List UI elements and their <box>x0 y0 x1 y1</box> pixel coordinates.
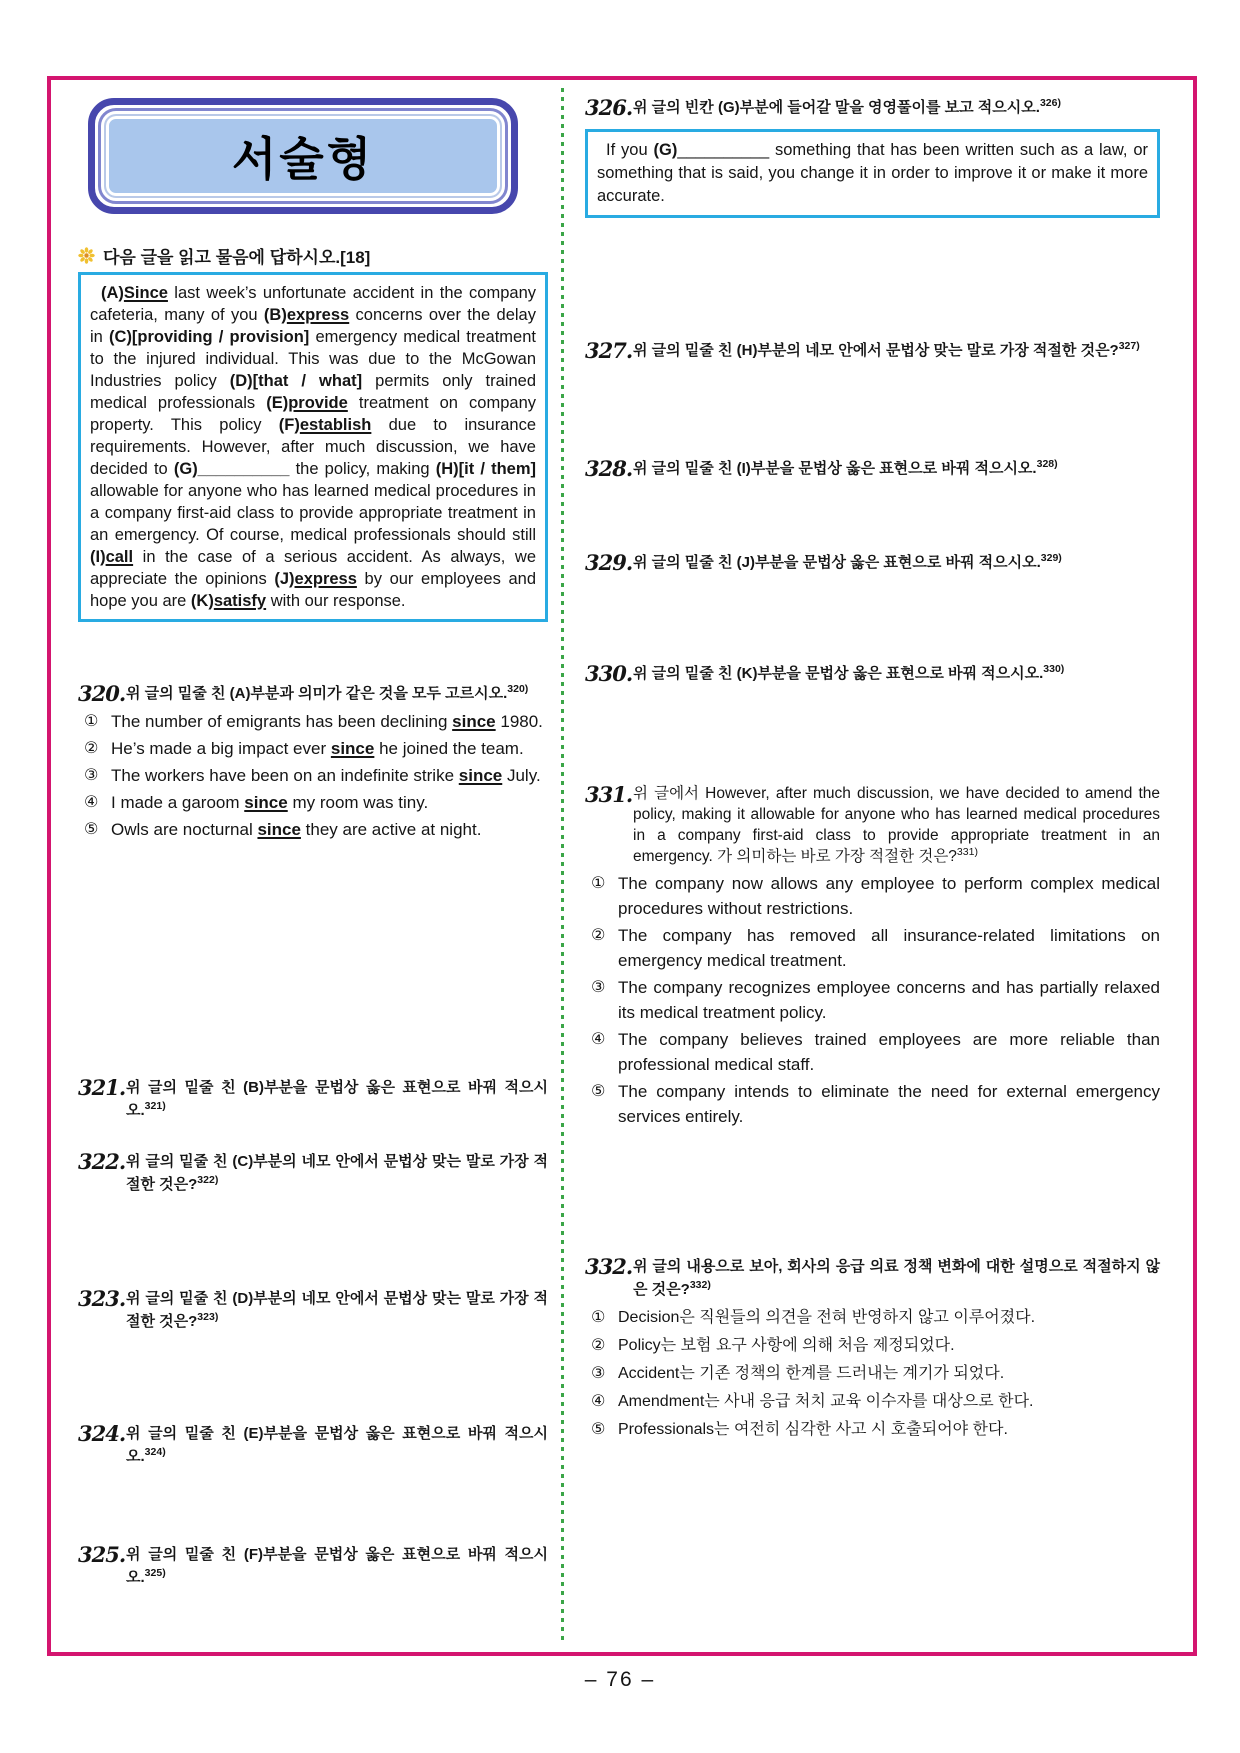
option-text <box>618 1361 1160 1387</box>
option-text <box>618 1027 1160 1077</box>
option-segment: Amendment는 사내 응급 처치 교육 이수자를 대상으로 한다. <box>618 1393 1034 1410</box>
passage-segment: express <box>294 570 357 588</box>
option-segment: since <box>257 820 301 839</box>
question-332-option-2 <box>591 1333 1160 1359</box>
question-text <box>126 1076 548 1122</box>
question-text-segment: 325) <box>144 1567 166 1579</box>
option-segment: The number of emigrants has been declining <box>111 712 453 731</box>
question-324-head <box>78 1422 548 1468</box>
passage-segment: (I) <box>90 548 106 566</box>
passage-segment: (J) <box>274 570 295 588</box>
question-320-head <box>78 682 548 705</box>
question-332-head <box>585 1255 1160 1301</box>
section-title: 서술형 <box>231 133 375 185</box>
passage-segment: emergency medical treatment to the injured individual. This was due to the McGowan Industries policy <box>90 328 536 390</box>
question-329 <box>585 551 1160 574</box>
question-text <box>126 1543 548 1589</box>
question-328 <box>585 457 1160 480</box>
option-text <box>618 1417 1160 1443</box>
question-number: 324. <box>78 1421 126 1446</box>
passage-segment: (B) <box>263 306 287 324</box>
question-text-segment: 위 글의 내용으로 보아, 회사의 응급 의료 정책 변화에 대한 설명으로 적절하지 않은 것은? <box>633 1258 1160 1298</box>
option-segment: Decision은 직원들의 의견을 전혀 반영하지 않고 이루어졌다. <box>618 1309 1036 1326</box>
option-segment: 1980. <box>495 712 543 731</box>
instruction-text: 다음 글을 읽고 물음에 답하시오.[18] <box>103 248 371 267</box>
left-column <box>78 0 548 1680</box>
question-number: 322. <box>78 1149 126 1174</box>
question-number: 327. <box>585 338 633 363</box>
question-text-segment: 321) <box>144 1100 166 1112</box>
option-text <box>618 923 1160 973</box>
question-text-segment: 328) <box>1036 458 1058 470</box>
option-text <box>618 975 1160 1025</box>
option-marker: ② <box>591 1337 606 1354</box>
question-331-option-1 <box>591 871 1160 921</box>
question-number: 326. <box>585 95 633 120</box>
option-segment: The company believes trained employees are more reliable than professional medical staff. <box>618 1030 1160 1074</box>
question-text-segment: 위 글에서 However, after much discussion, we have decided to amend the policy, making it allowable for anyone who has learned medical procedures in a company first-aid class to provide appropriate treatment in an emergency. 가 의미하는 바로 가장 적절한 것은? <box>633 785 1160 865</box>
option-segment: they are active at night. <box>300 820 482 839</box>
option-segment: July. <box>502 766 541 785</box>
question-text-segment: 327) <box>1118 340 1140 352</box>
passage-segment: satisfy <box>213 592 267 610</box>
option-segment: The company intends to eliminate the need for external emergency services entirely. <box>618 1082 1160 1126</box>
option-segment: Accident는 기존 정책의 한계를 드러내는 계기가 되었다. <box>618 1365 1005 1382</box>
question-text-segment: 위 글의 밑줄 친 (B)부분을 문법상 옳은 표현으로 바꿔 적으시오. <box>126 1079 548 1119</box>
option-segment: The company recognizes employee concerns and has partially relaxed its medical treatment policy. <box>618 978 1160 1022</box>
passage-segment: in the case of a serious accident. As always, we appreciate the opinions <box>90 548 536 588</box>
option-marker: ⑤ <box>591 1421 606 1438</box>
option-segment: since <box>452 712 496 731</box>
option-text <box>111 736 548 761</box>
question-320-option-4 <box>84 790 548 815</box>
question-331-option-2 <box>591 923 1160 973</box>
column-divider <box>561 88 564 1644</box>
question-326 <box>585 96 1160 218</box>
question-text-segment: 323) <box>197 1311 219 1323</box>
option-marker: ② <box>84 740 99 757</box>
question-331-option-3 <box>591 975 1160 1025</box>
question-text-segment: 위 글의 밑줄 친 (I)부분을 문법상 옳은 표현으로 바꿔 적으시오. <box>633 460 1037 477</box>
question-text-segment: 위 글의 밑줄 친 (K)부분을 문법상 옳은 표현으로 바꿔 적으시오. <box>633 665 1044 682</box>
definition-box <box>585 129 1160 218</box>
option-segment: The company now allows any employee to perform complex medical procedures without restrictions. <box>618 874 1160 918</box>
passage-segment: (A) <box>101 284 124 302</box>
question-number: 332. <box>585 1254 633 1279</box>
option-segment: since <box>330 739 375 758</box>
question-text <box>633 551 1160 574</box>
question-text <box>633 339 1160 362</box>
question-332-option-4 <box>591 1389 1160 1415</box>
question-text-segment: 위 글의 밑줄 친 (C)부분의 네모 안에서 문법상 맞는 말로 가장 적절한 것은? <box>126 1153 548 1193</box>
definition-segment: (G) <box>653 141 678 159</box>
option-segment: The company has removed all insurance-related limitations on emergency medical treatment. <box>618 926 1160 970</box>
question-332-option-5 <box>591 1417 1160 1443</box>
question-number: 328. <box>585 456 633 481</box>
option-text <box>618 1333 1160 1359</box>
question-323-head <box>78 1287 548 1333</box>
passage-segment: treatment on company property. This policy <box>90 394 536 434</box>
question-text-segment: 위 글의 밑줄 친 (H)부분의 네모 안에서 문법상 맞는 말로 가장 적절한 것은? <box>633 342 1119 359</box>
passage-segment: (G)__________ <box>173 460 290 478</box>
question-330 <box>585 662 1160 685</box>
question-320-options <box>78 709 548 842</box>
question-text-segment: 위 글의 빈칸 (G)부분에 들어갈 말을 영영풀이를 보고 적으시오. <box>633 99 1040 116</box>
page-number: – 76 – <box>584 1668 656 1691</box>
question-text <box>126 1422 548 1468</box>
passage-segment: permits only trained medical professionals <box>90 372 536 412</box>
question-text-segment: 위 글의 밑줄 친 (J)부분을 문법상 옳은 표현으로 바꿔 적으시오. <box>633 554 1041 571</box>
option-text <box>618 871 1160 921</box>
passage-segment: establish <box>299 416 372 434</box>
passage-segment: call <box>105 548 134 566</box>
right-column <box>585 0 1160 1680</box>
question-text <box>633 457 1160 480</box>
question-321 <box>78 1076 548 1122</box>
question-331-options <box>585 871 1160 1129</box>
question-number: 325. <box>78 1542 126 1567</box>
question-332-option-1 <box>591 1305 1160 1331</box>
option-text <box>618 1389 1160 1415</box>
option-marker: ③ <box>591 979 606 996</box>
option-text <box>111 709 548 734</box>
question-320-option-5 <box>84 817 548 842</box>
question-text-segment: 324) <box>144 1446 166 1458</box>
question-text-segment: 위 글의 밑줄 친 (F)부분을 문법상 옳은 표현으로 바꿔 적으시오. <box>126 1546 548 1586</box>
option-text <box>111 817 548 842</box>
question-text <box>633 662 1160 685</box>
option-marker: ④ <box>591 1031 606 1048</box>
option-segment: Policy는 보험 요구 사항에 의해 처음 제정되었다. <box>618 1337 955 1354</box>
question-332-option-3 <box>591 1361 1160 1387</box>
question-text <box>126 682 548 705</box>
option-marker: ① <box>591 875 606 892</box>
passage-segment: provide <box>288 394 348 412</box>
question-320-option-2 <box>84 736 548 761</box>
option-segment: Owls are nocturnal <box>111 820 258 839</box>
passage-segment: Since <box>123 284 168 302</box>
option-segment: I made a garoom <box>111 793 245 812</box>
option-marker: ⑤ <box>591 1083 606 1100</box>
option-segment: since <box>244 793 288 812</box>
question-text <box>633 783 1160 867</box>
question-327 <box>585 339 1160 362</box>
question-322 <box>78 1150 548 1196</box>
passage-segment: (C)[providing / provision] <box>109 328 310 346</box>
passage-segment: concerns over the delay in <box>90 306 536 346</box>
question-324 <box>78 1422 548 1468</box>
question-number: 323. <box>78 1286 126 1311</box>
passage-segment: with our response. <box>266 592 406 610</box>
passage-segment: due to insurance requirements. However, after much discussion, we have decided to <box>90 416 536 478</box>
option-segment: He’s made a big impact ever <box>111 739 331 758</box>
option-marker: ① <box>84 713 99 730</box>
passage-segment: (F) <box>278 416 300 434</box>
option-marker: ④ <box>591 1393 606 1410</box>
passage-segment: (H)[it / them] <box>435 460 536 478</box>
question-331 <box>585 783 1160 1129</box>
option-marker: ③ <box>84 767 99 784</box>
question-330-head <box>585 662 1160 685</box>
passage-segment: the policy, making <box>289 460 436 478</box>
question-text-segment: 332) <box>689 1279 711 1291</box>
question-325-head <box>78 1543 548 1589</box>
option-segment: he joined the team. <box>374 739 524 758</box>
option-marker: ⑤ <box>84 821 99 838</box>
question-text-segment: 330) <box>1043 663 1065 675</box>
question-text-segment: 326) <box>1039 97 1061 109</box>
question-321-head <box>78 1076 548 1122</box>
question-329-head <box>585 551 1160 574</box>
option-text <box>111 790 548 815</box>
question-text <box>126 1287 548 1333</box>
option-marker: ① <box>591 1309 606 1326</box>
option-marker: ② <box>591 927 606 944</box>
option-segment: my room was tiny. <box>287 793 429 812</box>
option-text <box>618 1305 1160 1331</box>
option-segment: Professionals는 여전히 심각한 사고 시 호출되어야 한다. <box>618 1421 1008 1438</box>
question-number: 331. <box>585 782 633 807</box>
passage-segment: by our employees and hope you are <box>90 570 537 610</box>
passage-segment: (E) <box>266 394 289 412</box>
definition-segment: If you <box>606 141 654 159</box>
question-text-segment: 위 글의 밑줄 친 (E)부분을 문법상 옳은 표현으로 바꿔 적으시오. <box>126 1425 548 1465</box>
passage-segment: express <box>286 306 350 324</box>
question-320-option-3 <box>84 763 548 788</box>
definition-segment: __________ something that has been written such as a law, or something that is said, you change it in order to improve it or make it more accurate. <box>597 141 1148 205</box>
option-marker: ③ <box>591 1365 606 1382</box>
option-text <box>111 763 548 788</box>
passage-segment: (K) <box>190 592 214 610</box>
question-328-head <box>585 457 1160 480</box>
question-327-head <box>585 339 1160 362</box>
question-number: 329. <box>585 550 633 575</box>
question-text <box>126 1150 548 1196</box>
question-text-segment: 322) <box>197 1174 219 1186</box>
question-332 <box>585 1255 1160 1443</box>
question-text-segment: 위 글의 밑줄 친 (A)부분과 의미가 같은 것을 모두 고르시오. <box>126 685 508 702</box>
question-325 <box>78 1543 548 1589</box>
passage-segment: (D)[that / what] <box>229 372 363 390</box>
question-text <box>633 96 1160 119</box>
question-number: 321. <box>78 1075 126 1100</box>
question-331-option-4 <box>591 1027 1160 1077</box>
option-segment: The workers have been on an indefinite strike <box>111 766 459 785</box>
question-text-segment: 320) <box>507 683 529 695</box>
question-326-head <box>585 96 1160 119</box>
passage-segment: allowable for anyone who has learned medical procedures in a company first-aid class to provide appropriate treatment in an emergency. Of course, medical professionals should still <box>90 482 536 544</box>
question-322-head <box>78 1150 548 1196</box>
option-marker: ④ <box>84 794 99 811</box>
passage-segment: last week’s unfortunate accident in the company cafeteria, many of you <box>90 284 536 324</box>
question-320-option-1 <box>84 709 548 734</box>
option-text <box>618 1079 1160 1129</box>
question-332-options <box>585 1305 1160 1443</box>
question-text-segment: 331) <box>956 845 978 858</box>
question-text <box>633 1255 1160 1301</box>
question-331-head <box>585 783 1160 867</box>
question-number: 330. <box>585 661 633 686</box>
question-number: 320. <box>78 681 126 706</box>
question-320 <box>78 682 548 842</box>
question-text-segment: 329) <box>1040 552 1062 564</box>
question-text-segment: 위 글의 밑줄 친 (D)부분의 네모 안에서 문법상 맞는 말로 가장 적절한 것은? <box>126 1290 548 1330</box>
question-323 <box>78 1287 548 1333</box>
option-segment: since <box>458 766 503 785</box>
question-331-option-5 <box>591 1079 1160 1129</box>
